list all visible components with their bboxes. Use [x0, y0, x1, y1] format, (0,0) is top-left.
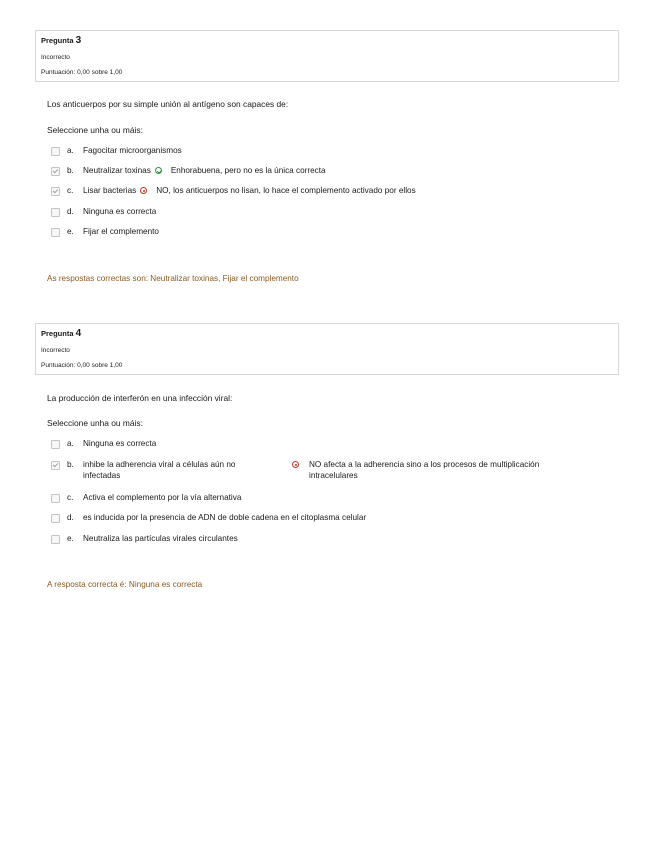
question-number-value: 4	[75, 328, 82, 339]
q4-option-b[interactable]	[51, 459, 539, 481]
incorrect-icon	[140, 187, 147, 194]
option-text: Neutralizar toxinas	[83, 166, 151, 175]
checkbox[interactable]	[51, 147, 60, 156]
option-letter: a.	[67, 146, 74, 155]
option-feedback: NO, los anticuerpos no lisan, lo hace el complemento activado por ellos	[156, 186, 416, 195]
option-text: es inducida por la presencia de ADN de doble cadena en el citoplasma celular	[83, 513, 367, 522]
feedback-line-2: intracelulares	[309, 471, 358, 480]
option-text: Ninguna es correcta	[83, 439, 157, 448]
option-text-line-2: infectadas	[83, 471, 121, 480]
checkbox[interactable]	[51, 514, 60, 523]
checkbox[interactable]	[51, 494, 60, 503]
option-letter: e.	[67, 534, 74, 543]
q4-option-a[interactable]	[51, 438, 156, 449]
q3-option-a[interactable]	[51, 145, 182, 156]
correct-icon	[155, 167, 162, 174]
option-letter: b.	[67, 166, 74, 175]
option-text: Activa el complemento por la vía alternativa	[83, 493, 242, 502]
option-text: Lisar bacterias	[83, 186, 137, 195]
question-4-prompt: Seleccione unha ou máis:	[47, 418, 143, 428]
q3-option-e[interactable]	[51, 226, 159, 237]
feedback-line-1: NO afecta a la adherencia sino a los procesos de multiplicación	[309, 460, 540, 469]
checkbox[interactable]	[51, 440, 60, 449]
question-3-info	[35, 30, 619, 82]
checkbox[interactable]	[51, 228, 60, 237]
question-state: Incorrecto	[41, 54, 70, 61]
question-3-prompt: Seleccione unha ou máis:	[47, 125, 143, 135]
option-text	[83, 459, 278, 481]
option-letter: c.	[67, 186, 74, 195]
question-grade: Puntuación: 0,00 sobre 1,00	[41, 362, 123, 369]
checkbox-checked[interactable]	[51, 167, 60, 176]
option-text: Ninguna es correcta	[83, 207, 157, 216]
q4-option-d[interactable]	[51, 512, 366, 523]
checkbox-checked[interactable]	[51, 461, 60, 470]
question-3-text: Los anticuerpos por su simple unión al antígeno son capaces de:	[47, 99, 289, 109]
q3-option-c[interactable]	[51, 185, 416, 196]
checkbox[interactable]	[51, 535, 60, 544]
question-4-right-answer: A resposta correcta é: Ninguna es correcta	[47, 580, 203, 589]
option-letter: b.	[67, 460, 74, 469]
option-letter: e.	[67, 227, 74, 236]
q4-option-c[interactable]	[51, 492, 241, 503]
q4-option-e[interactable]	[51, 533, 238, 544]
question-4-info	[35, 323, 619, 375]
question-state: Incorrecto	[41, 347, 70, 354]
option-feedback	[309, 459, 539, 481]
option-letter: d.	[67, 207, 74, 216]
question-grade: Puntuación: 0,00 sobre 1,00	[41, 69, 123, 76]
option-letter: a.	[67, 439, 74, 448]
option-text: Fijar el complemento	[83, 227, 159, 236]
option-text: Fagocitar microorganismos	[83, 146, 182, 155]
incorrect-icon	[292, 461, 299, 468]
question-number	[41, 328, 613, 341]
question-number-value: 3	[75, 35, 82, 46]
question-label: Pregunta	[41, 36, 74, 45]
option-letter: d.	[67, 513, 74, 522]
option-feedback: Enhorabuena, pero no es la única correcta	[170, 166, 326, 175]
question-number	[41, 35, 613, 48]
option-letter: c.	[67, 493, 74, 502]
q3-option-b[interactable]	[51, 165, 326, 176]
option-text: Neutraliza las partículas virales circulantes	[83, 534, 238, 543]
checkbox[interactable]	[51, 208, 60, 217]
question-3-right-answer: As respostas correctas son: Neutralizar toxinas, Fijar el complemento	[47, 274, 299, 283]
question-label: Pregunta	[41, 329, 74, 338]
option-text-line-1: inhibe la adherencia viral a células aún no	[83, 460, 236, 469]
q3-option-d[interactable]	[51, 206, 156, 217]
checkbox-checked[interactable]	[51, 187, 60, 196]
question-4-text: La producción de interferón en una infección viral:	[47, 393, 233, 403]
